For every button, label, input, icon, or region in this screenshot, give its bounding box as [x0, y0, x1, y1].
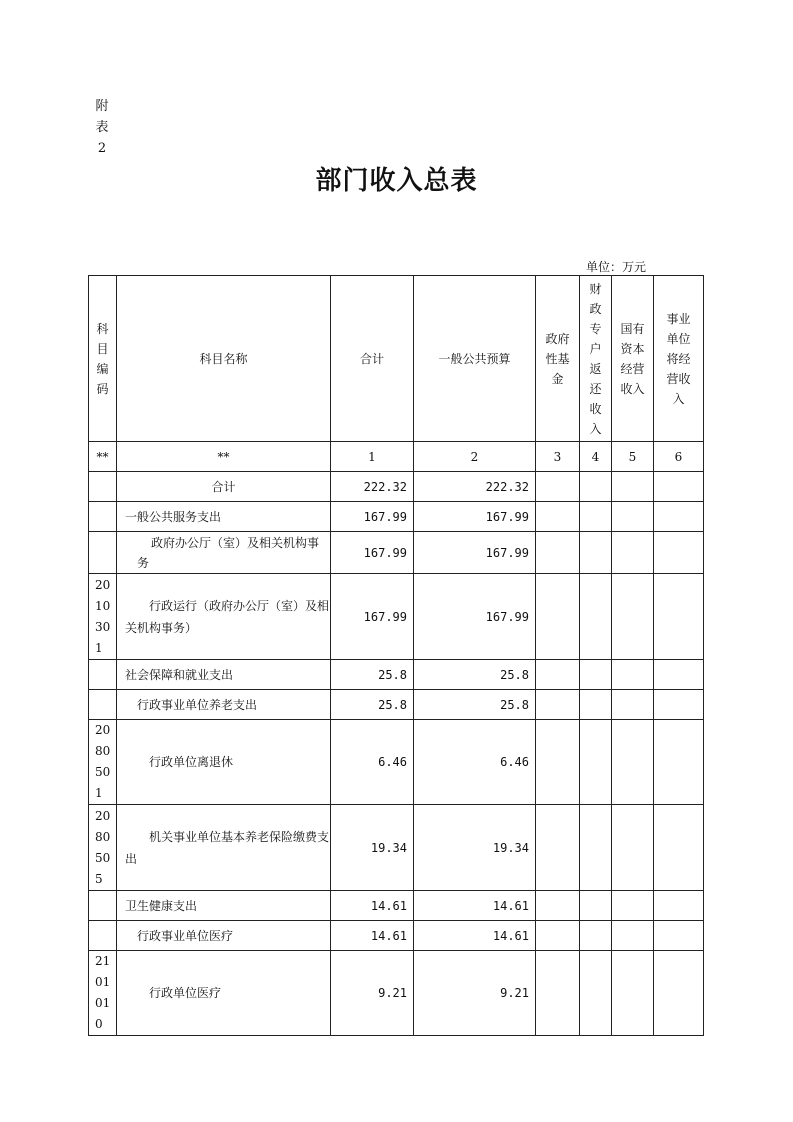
header-general-budget: 一般公共预算 — [414, 276, 536, 442]
code-cell: 2080501 — [89, 720, 117, 805]
total-cell: 14.61 — [331, 891, 414, 921]
index-cell: 3 — [536, 442, 580, 472]
unit-label: 单位：万元 — [586, 260, 647, 274]
code-cell — [89, 472, 117, 502]
table-row — [89, 660, 704, 690]
total-cell: 167.99 — [331, 502, 414, 532]
general-budget-cell: 9.21 — [414, 951, 536, 1036]
total-cell: 167.99 — [331, 532, 414, 574]
general-budget-cell: 6.46 — [414, 720, 536, 805]
general-budget-cell: 167.99 — [414, 532, 536, 574]
table-row — [89, 720, 704, 805]
name-cell: 行政事业单位养老支出 — [117, 690, 331, 720]
table-row — [89, 951, 704, 1036]
general-budget-cell: 14.61 — [414, 921, 536, 951]
header-business-income: 事业单位将经营收入 — [654, 276, 704, 442]
header-code: 科目编码 — [89, 276, 117, 442]
total-cell: 19.34 — [331, 805, 414, 891]
index-cell: 1 — [331, 442, 414, 472]
table-row — [89, 532, 704, 574]
code-cell — [89, 532, 117, 574]
table-row — [89, 502, 704, 532]
total-cell: 14.61 — [331, 921, 414, 951]
index-row — [89, 442, 704, 472]
table-row — [89, 805, 704, 891]
index-cell: 4 — [580, 442, 612, 472]
header-fiscal-return: 财政专户返还收入 — [580, 276, 612, 442]
table-row — [89, 690, 704, 720]
general-budget-cell: 25.8 — [414, 690, 536, 720]
name-cell: 合计 — [117, 472, 331, 502]
table-row — [89, 921, 704, 951]
index-cell: ** — [89, 442, 117, 472]
header-name: 科目名称 — [117, 276, 331, 442]
total-cell: 25.8 — [331, 660, 414, 690]
header-state-capital: 国有资本经营收入 — [612, 276, 654, 442]
general-budget-cell: 167.99 — [414, 502, 536, 532]
name-cell: 一般公共服务支出 — [117, 502, 331, 532]
code-cell: 2010301 — [89, 574, 117, 660]
header-total: 合计 — [331, 276, 414, 442]
total-cell: 167.99 — [331, 574, 414, 660]
total-cell: 6.46 — [331, 720, 414, 805]
code-cell — [89, 921, 117, 951]
general-budget-cell: 167.99 — [414, 574, 536, 660]
name-cell: 机关事业单位基本养老保险缴费支出 — [117, 805, 331, 891]
appendix-label: 附表2 — [95, 99, 109, 156]
name-cell: 卫生健康支出 — [117, 891, 331, 921]
name-cell: 行政单位离退休 — [117, 720, 331, 805]
code-cell — [89, 690, 117, 720]
index-cell: 6 — [654, 442, 704, 472]
name-cell: 社会保障和就业支出 — [117, 660, 331, 690]
total-cell: 9.21 — [331, 951, 414, 1036]
name-cell: 政府办公厅（室）及相关机构事务 — [117, 532, 331, 574]
general-budget-cell: 222.32 — [414, 472, 536, 502]
index-cell: 2 — [414, 442, 536, 472]
general-budget-cell: 14.61 — [414, 891, 536, 921]
income-summary-table — [88, 275, 704, 1036]
table-row — [89, 891, 704, 921]
total-cell: 25.8 — [331, 690, 414, 720]
name-cell: 行政运行（政府办公厅（室）及相关机构事务） — [117, 574, 331, 660]
general-budget-cell: 19.34 — [414, 805, 536, 891]
header-gov-fund: 政府性基金 — [536, 276, 580, 442]
header-row — [89, 276, 704, 442]
code-cell: 2101010 — [89, 951, 117, 1036]
code-cell: 2080505 — [89, 805, 117, 891]
code-cell — [89, 502, 117, 532]
table-row — [89, 472, 704, 502]
code-cell — [89, 891, 117, 921]
general-budget-cell: 25.8 — [414, 660, 536, 690]
page-title: 部门收入总表 — [315, 166, 478, 196]
name-cell: 行政事业单位医疗 — [117, 921, 331, 951]
code-cell — [89, 660, 117, 690]
index-cell: 5 — [612, 442, 654, 472]
total-cell: 222.32 — [331, 472, 414, 502]
index-cell: ** — [117, 442, 331, 472]
table-row — [89, 574, 704, 660]
name-cell: 行政单位医疗 — [117, 951, 331, 1036]
